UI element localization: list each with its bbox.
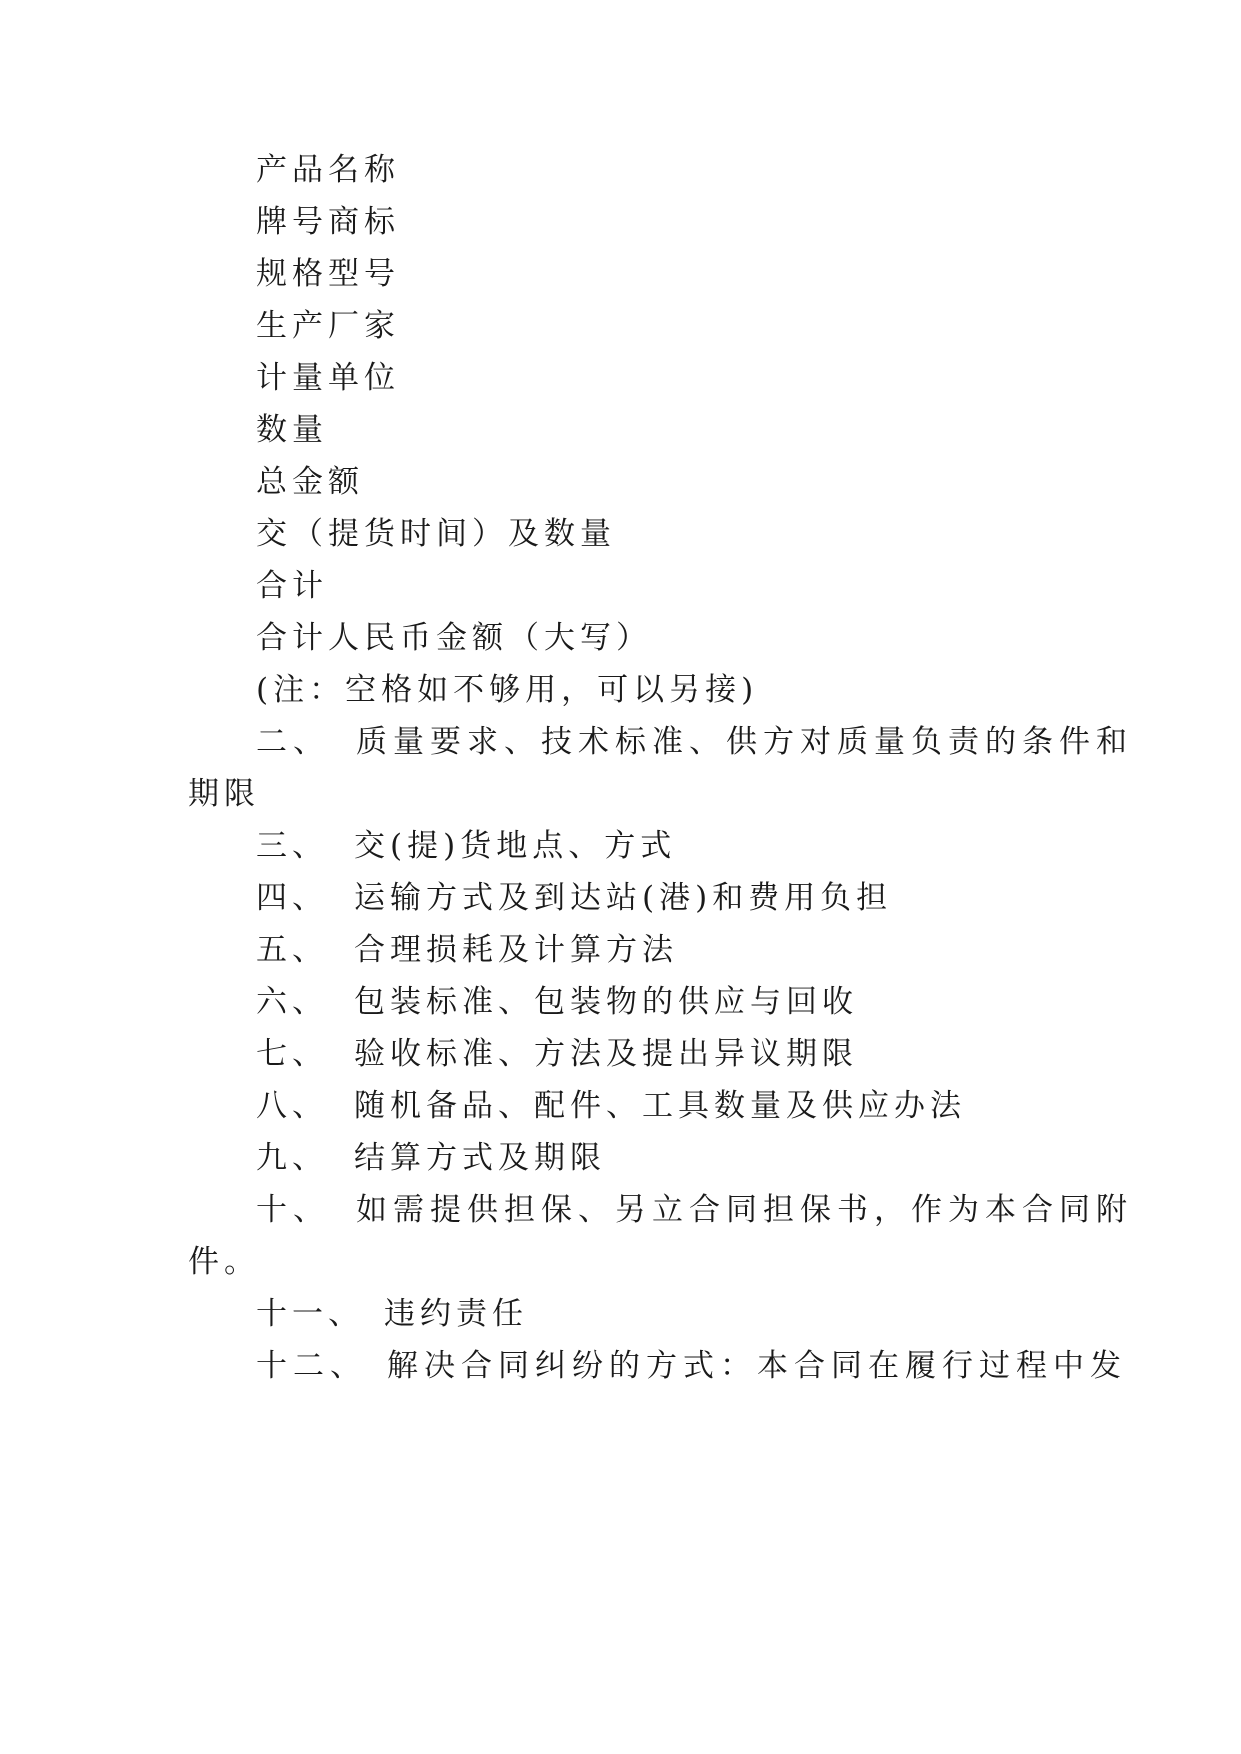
clause-12	[256, 1346, 1127, 1386]
clause-2-continuation: 期限	[188, 776, 260, 812]
clause-number: 十、	[256, 1192, 330, 1228]
field-product-name: 产品名称	[256, 152, 400, 188]
field-subtotal: 合计	[256, 568, 328, 604]
clause-number: 三、	[256, 828, 328, 864]
clause-3	[256, 826, 676, 866]
field-manufacturer: 生产厂家	[256, 308, 400, 344]
clause-5	[256, 930, 678, 970]
clause-text: 解决合同纠纷的方式：本合同在履行过程中发	[387, 1348, 1127, 1384]
field-brand-trademark: 牌号商标	[256, 204, 400, 240]
clause-number: 二、	[256, 724, 330, 760]
clause-4	[256, 878, 892, 918]
clause-number: 八、	[256, 1088, 328, 1124]
clause-9	[256, 1138, 606, 1178]
clause-6	[256, 982, 858, 1022]
field-delivery-time-quantity: 交（提货时间）及数量	[256, 516, 616, 552]
clause-text: 违约责任	[384, 1296, 528, 1332]
clause-number: 十一、	[256, 1296, 364, 1332]
clause-10-continuation: 件。	[188, 1244, 260, 1280]
clause-number: 十二、	[256, 1348, 367, 1384]
clause-number: 九、	[256, 1140, 328, 1176]
clause-text: 随机备品、配件、工具数量及供应办法	[354, 1088, 966, 1124]
clause-text: 包装标准、包装物的供应与回收	[354, 984, 858, 1020]
clause-10	[256, 1190, 1133, 1230]
clause-text: 合理损耗及计算方法	[354, 932, 678, 968]
field-total-amount: 总金额	[256, 464, 364, 500]
clause-number: 四、	[256, 880, 328, 916]
clause-number: 六、	[256, 984, 328, 1020]
clause-text: 如需提供担保、另立合同担保书，作为本合同附	[356, 1192, 1133, 1228]
field-unit: 计量单位	[256, 360, 400, 396]
clause-text: 结算方式及期限	[354, 1140, 606, 1176]
clause-7	[256, 1034, 858, 1074]
field-total-rmb-uppercase: 合计人民币金额（大写）	[256, 620, 652, 656]
clause-text: 验收标准、方法及提出异议期限	[354, 1036, 858, 1072]
clause-2	[256, 722, 1133, 762]
note-blank-space: (注：空格如不够用，可以另接)	[256, 672, 759, 708]
clause-text: 运输方式及到达站(港)和费用负担	[354, 880, 893, 916]
clause-text: 交(提)货地点、方式	[354, 828, 677, 864]
field-quantity: 数量	[256, 412, 328, 448]
clause-8	[256, 1086, 966, 1126]
clause-number: 五、	[256, 932, 328, 968]
clause-number: 七、	[256, 1036, 328, 1072]
clause-text: 质量要求、技术标准、供方对质量负责的条件和	[356, 724, 1133, 760]
field-spec-model: 规格型号	[256, 256, 400, 292]
clause-11	[256, 1294, 528, 1334]
